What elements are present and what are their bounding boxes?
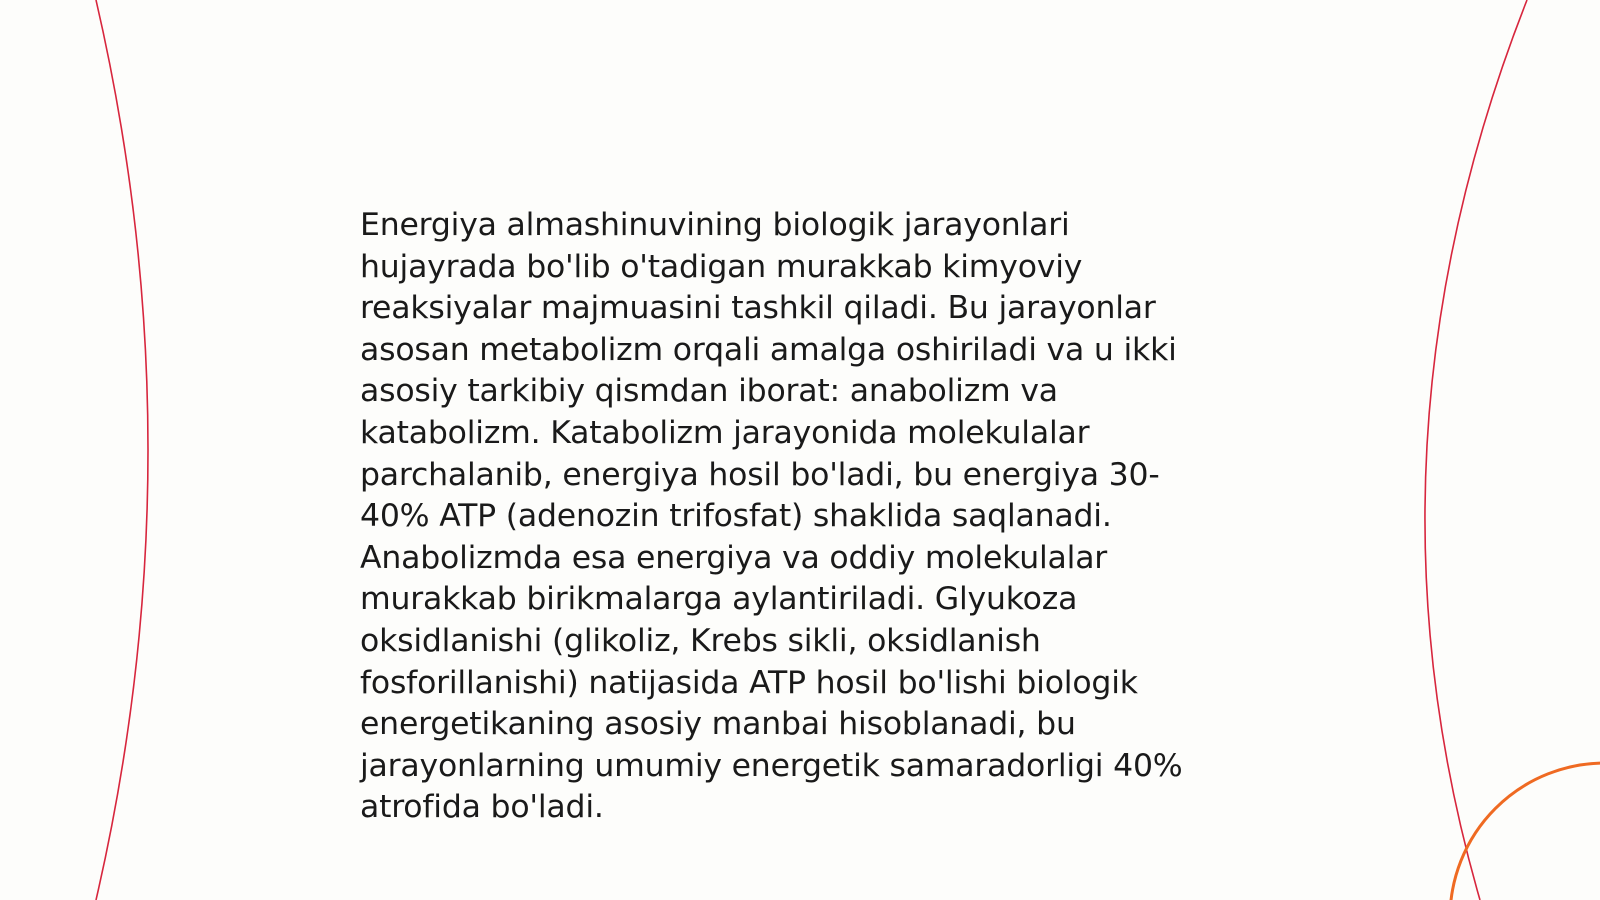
accent-circle [1450,763,1600,900]
body-paragraph: Energiya almashinuvining biologik jarayonlari hujayrada bo'lib o'tadigan murakkab kimyoviy reaksiyalar majmuasini tashkil qiladi. Bu jarayonlar asosan metabolizm orqali amalga oshiriladi va u ikki asosiy tarkibiy qismdan iborat: anabolizm va katabolizm. Katabolizm jarayonida molekulalar parchalanib, energiya hosil bo'ladi, bu energiya 30- 40% ATP (adenozin trifosfat) shaklida saqlanadi. Anabolizmda esa energiya va oddiy molekulalar murakkab birikmalarga aylantiriladi. Glyukoza oksidlanishi (glikoliz, Krebs sikli, oksidlanish fosforillanishi) natijasida ATP hosil bo'lishi biologik energetikaning asosiy manbai hisoblanadi, bu jarayonlarning umumiy energetik samaradorligi 40% atrofida bo'ladi. [360,207,1183,826]
left-curve-line [96,0,148,900]
right-curve-line [1425,0,1527,900]
